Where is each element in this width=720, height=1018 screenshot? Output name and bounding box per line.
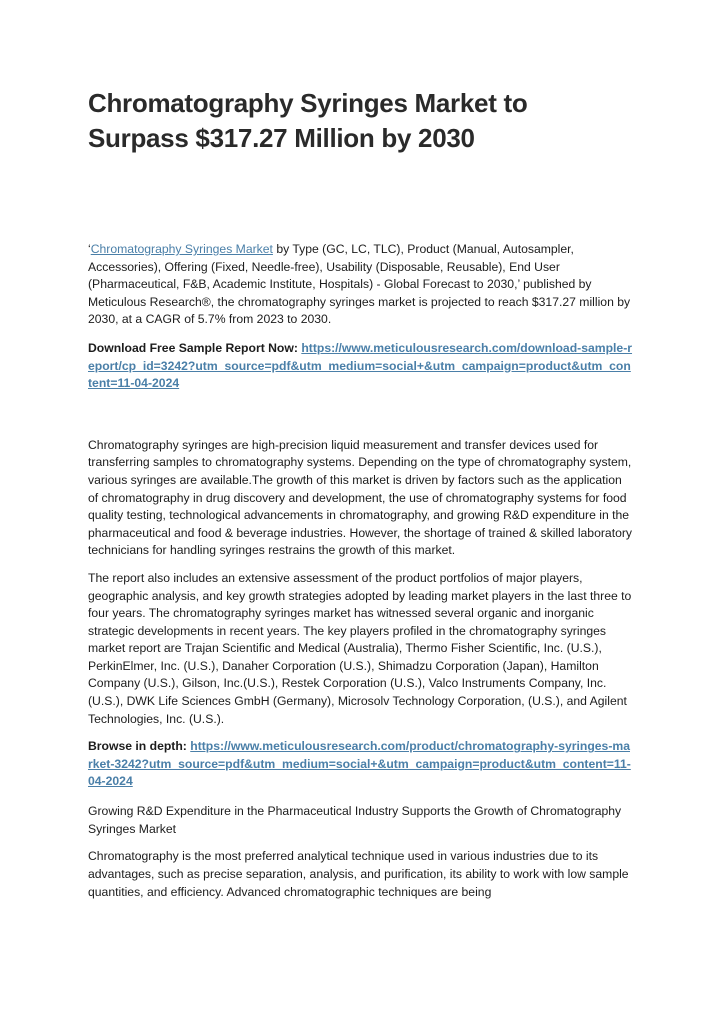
document-page xyxy=(88,86,633,901)
key-players-paragraph: The report also includes an extensive assessment of the product portfolios of major players, geographic analysis, and key growth strategies adopted by leading market players in the last three to four years. The chromatography syringes market has witnessed several organic and inorganic strategic developments in recent years. The key players profiled in the chromatography syringes market report are Trajan Scientific and Medical (Australia), Thermo Fisher Scientific, Inc. (U.S.), PerkinElmer, Inc. (U.S.), Danaher Corporation (U.S.), Shimadzu Corporation (Japan), Hamilton Company (U.S.), Gilson, Inc.(U.S.), Restek Corporation (U.S.), Valco Instruments Company, Inc. (U.S.), DWK Life Sciences GmbH (Germany), Microsolv Technology Corporation, (U.S.), and Agilent Technologies, Inc. (U.S.). xyxy=(88,570,632,726)
page-title: Chromatography Syringes Market to Surpass $317.27 Million by 2030 xyxy=(88,88,528,153)
intro-open-quote: ‘ xyxy=(88,242,91,256)
browse-link[interactable]: https://www.meticulousresearch.com/product/chromatography-syringes-market-3242?utm_source=pdf&utm_medium=social+&utm_campaign=product&utm_content=11-04-2024 xyxy=(88,739,631,789)
browse-cta xyxy=(88,738,633,791)
chromatography-paragraph: Chromatography is the most preferred analytical technique used in various industries due to its advantages, such as precise separation, analysis, and purification, its ability to work with low sample quantities, and efficiency. Advanced chromatographic techniques are being xyxy=(88,849,629,899)
sample-report-cta xyxy=(88,340,633,393)
section-subheading: Growing R&D Expenditure in the Pharmaceutical Industry Supports the Growth of Chromatography Syringes Market xyxy=(88,804,622,836)
intro-paragraph xyxy=(88,241,633,329)
browse-label: Browse in depth: xyxy=(88,739,191,754)
intro-rest-text: by Type (GC, LC, TLC), Product (Manual, Autosampler, Accessories), Offering (Fixed, Needle-free), Usability (Disposable, Reusable), End User (Pharmaceutical, F&B, Academic Institute, Hospitals) - Global Forecast to 2030,’ published by Meticulous Research®, the chromatography syringes market is projected to reach $317.27 million by 2030, at a CAGR of 5.7% from 2023 to 2030. xyxy=(88,242,631,327)
sample-report-link[interactable]: https://www.meticulousresearch.com/download-sample-report/cp_id=3242?utm_source=pdf&utm_medium=social+&utm_campaign=product&utm_content=11-04-2024 xyxy=(88,340,633,391)
sample-report-label: Download Free Sample Report Now: xyxy=(88,340,302,355)
market-report-link[interactable]: Chromatography Syringes Market xyxy=(90,242,273,256)
description-paragraph: Chromatography syringes are high-precision liquid measurement and transfer devices used for transferring samples to chromatography systems. Depending on the type of chromatography system, various syringes are available.The growth of this market is driven by factors such as the application of chromatography in drug discovery and development, the use of chromatography systems for food quality testing, technological advancements in chromatography, and growing R&D expenditure in the pharmaceutical and food & beverage industries. However, the shortage of trained & skilled laboratory technicians for handling syringes restrains the growth of this market. xyxy=(88,437,633,558)
